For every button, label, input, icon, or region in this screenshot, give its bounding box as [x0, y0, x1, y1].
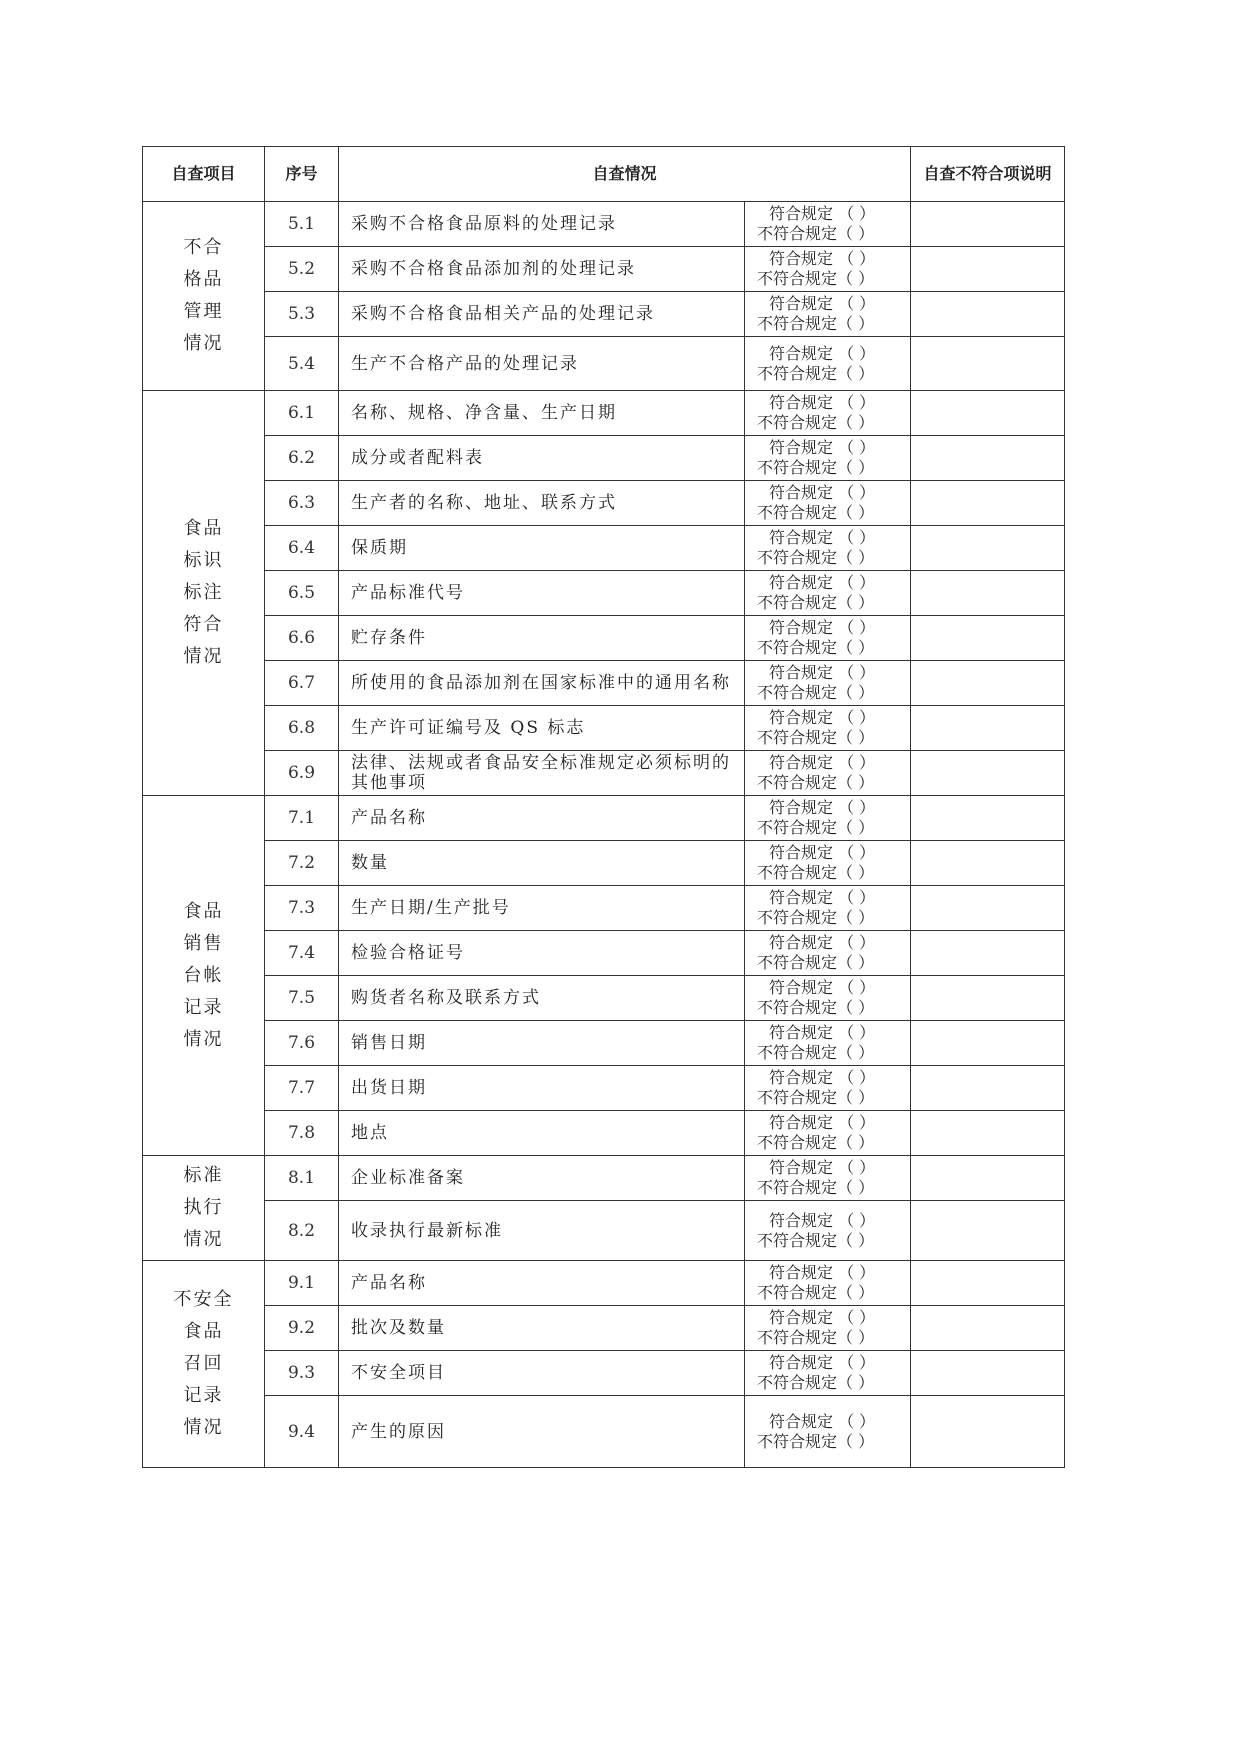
note-cell[interactable]	[911, 931, 1065, 976]
seq-cell: 6.8	[265, 706, 339, 751]
noncomply-option[interactable]: 不符合规定（ ）	[757, 1043, 875, 1062]
category-cell: 不安全 食品 召回 记录 情况	[143, 1261, 265, 1468]
note-cell[interactable]	[911, 751, 1065, 796]
judgement-cell[interactable]	[745, 481, 911, 526]
noncomply-option[interactable]: 不符合规定（ ）	[757, 683, 875, 702]
noncomply-option[interactable]: 不符合规定（ ）	[757, 953, 875, 972]
category-cell: 食品 销售 台帐 记录 情况	[143, 796, 265, 1156]
comply-option[interactable]: 符合规定 （ ）	[769, 249, 876, 268]
comply-option[interactable]: 符合规定 （ ）	[769, 1023, 876, 1042]
seq-cell: 6.7	[265, 661, 339, 706]
judgement-cell[interactable]	[745, 616, 911, 661]
comply-option[interactable]: 符合规定 （ ）	[769, 393, 876, 412]
situation-cell: 成分或者配料表	[339, 436, 745, 481]
noncomply-option[interactable]: 不符合规定（ ）	[757, 458, 875, 477]
judgement-cell[interactable]	[745, 976, 911, 1021]
noncomply-option[interactable]: 不符合规定（ ）	[757, 1431, 875, 1451]
note-cell[interactable]	[911, 1351, 1065, 1396]
table-header-row	[143, 147, 1065, 202]
note-cell[interactable]	[911, 1066, 1065, 1111]
situation-cell: 企业标准备案	[339, 1156, 745, 1201]
note-cell[interactable]	[911, 1306, 1065, 1351]
judgement-cell[interactable]	[745, 292, 911, 337]
judgement-cell[interactable]	[745, 1201, 911, 1261]
table-row	[143, 886, 1065, 931]
seq-cell: 7.5	[265, 976, 339, 1021]
note-cell[interactable]	[911, 436, 1065, 481]
table-row	[143, 751, 1065, 796]
table-row	[143, 616, 1065, 661]
seq-cell: 7.7	[265, 1066, 339, 1111]
judgement-cell[interactable]	[745, 1351, 911, 1396]
table-body	[143, 202, 1065, 1468]
noncomply-option[interactable]: 不符合规定（ ）	[757, 863, 875, 882]
situation-cell: 产品名称	[339, 796, 745, 841]
noncomply-option[interactable]: 不符合规定（ ）	[757, 363, 875, 383]
comply-option[interactable]: 符合规定 （ ）	[769, 888, 876, 907]
judgement-cell[interactable]	[745, 886, 911, 931]
seq-cell: 7.2	[265, 841, 339, 886]
comply-option[interactable]: 符合规定 （ ）	[769, 1113, 876, 1132]
comply-option[interactable]: 符合规定 （ ）	[769, 1210, 876, 1230]
seq-cell: 9.3	[265, 1351, 339, 1396]
comply-option[interactable]: 符合规定 （ ）	[769, 663, 876, 682]
seq-cell: 6.2	[265, 436, 339, 481]
table-row	[143, 526, 1065, 571]
judgement-cell[interactable]	[745, 247, 911, 292]
comply-option[interactable]: 符合规定 （ ）	[769, 1263, 876, 1282]
situation-cell: 所使用的食品添加剂在国家标准中的通用名称	[339, 661, 745, 706]
table-row	[143, 481, 1065, 526]
table-row	[143, 247, 1065, 292]
header-seq: 序号	[265, 147, 339, 202]
situation-cell: 产品名称	[339, 1261, 745, 1306]
noncomply-option[interactable]: 不符合规定（ ）	[757, 908, 875, 927]
noncomply-option[interactable]: 不符合规定（ ）	[757, 728, 875, 747]
note-cell[interactable]	[911, 292, 1065, 337]
situation-cell: 销售日期	[339, 1021, 745, 1066]
noncomply-option[interactable]: 不符合规定（ ）	[757, 1133, 875, 1152]
table-row	[143, 202, 1065, 247]
category-cell: 不合 格品 管理 情况	[143, 202, 265, 391]
seq-cell: 5.4	[265, 337, 339, 391]
judgement-cell[interactable]	[745, 526, 911, 571]
note-cell[interactable]	[911, 337, 1065, 391]
table-row	[143, 976, 1065, 1021]
judgement-cell[interactable]	[745, 436, 911, 481]
table-row	[143, 292, 1065, 337]
situation-cell: 生产日期/生产批号	[339, 886, 745, 931]
seq-cell: 7.6	[265, 1021, 339, 1066]
seq-cell: 7.4	[265, 931, 339, 976]
comply-option[interactable]: 符合规定 （ ）	[769, 294, 876, 313]
note-cell[interactable]	[911, 796, 1065, 841]
table-row	[143, 1156, 1065, 1201]
note-cell[interactable]	[911, 1021, 1065, 1066]
table-row	[143, 1396, 1065, 1468]
table-row	[143, 841, 1065, 886]
comply-option[interactable]: 符合规定 （ ）	[769, 343, 876, 363]
table-row	[143, 796, 1065, 841]
comply-option[interactable]: 符合规定 （ ）	[769, 483, 876, 502]
table-row	[143, 661, 1065, 706]
self-inspection-table	[142, 146, 1065, 1468]
situation-cell: 不安全项目	[339, 1351, 745, 1396]
situation-cell: 贮存条件	[339, 616, 745, 661]
situation-cell: 生产不合格产品的处理记录	[339, 337, 745, 391]
noncomply-option[interactable]: 不符合规定（ ）	[757, 593, 875, 612]
comply-option[interactable]: 符合规定 （ ）	[769, 1158, 876, 1177]
comply-option[interactable]: 符合规定 （ ）	[769, 618, 876, 637]
category-cell: 标准 执行 情况	[143, 1156, 265, 1261]
situation-cell: 出货日期	[339, 1066, 745, 1111]
note-cell[interactable]	[911, 706, 1065, 751]
comply-option[interactable]: 符合规定 （ ）	[769, 1411, 876, 1431]
table-row	[143, 1021, 1065, 1066]
judgement-cell[interactable]	[745, 1066, 911, 1111]
judgement-cell[interactable]	[745, 1111, 911, 1156]
seq-cell: 7.1	[265, 796, 339, 841]
comply-option[interactable]: 符合规定 （ ）	[769, 933, 876, 952]
seq-cell: 5.2	[265, 247, 339, 292]
judgement-cell[interactable]	[745, 841, 911, 886]
table-row	[143, 1306, 1065, 1351]
situation-cell: 保质期	[339, 526, 745, 571]
seq-cell: 8.2	[265, 1201, 339, 1261]
note-cell[interactable]	[911, 841, 1065, 886]
table-row	[143, 1351, 1065, 1396]
seq-cell: 6.4	[265, 526, 339, 571]
table-row	[143, 931, 1065, 976]
category-cell: 食品 标识 标注 符合 情况	[143, 391, 265, 796]
comply-option[interactable]: 符合规定 （ ）	[769, 573, 876, 592]
note-cell[interactable]	[911, 1396, 1065, 1468]
comply-option[interactable]: 符合规定 （ ）	[769, 204, 876, 223]
situation-cell: 生产者的名称、地址、联系方式	[339, 481, 745, 526]
situation-cell: 法律、法规或者食品安全标准规定必须标明的其他事项	[339, 751, 745, 796]
judgement-cell[interactable]	[745, 796, 911, 841]
seq-cell: 6.5	[265, 571, 339, 616]
note-cell[interactable]	[911, 391, 1065, 436]
seq-cell: 9.4	[265, 1396, 339, 1468]
situation-cell: 采购不合格食品相关产品的处理记录	[339, 292, 745, 337]
noncomply-option[interactable]: 不符合规定（ ）	[757, 1283, 875, 1302]
seq-cell: 7.3	[265, 886, 339, 931]
judgement-cell[interactable]	[745, 1156, 911, 1201]
note-cell[interactable]	[911, 976, 1065, 1021]
note-cell[interactable]	[911, 1261, 1065, 1306]
seq-cell: 5.1	[265, 202, 339, 247]
note-cell[interactable]	[911, 1156, 1065, 1201]
noncomply-option[interactable]: 不符合规定（ ）	[757, 818, 875, 837]
noncomply-option[interactable]: 不符合规定（ ）	[757, 1373, 875, 1392]
note-cell[interactable]	[911, 526, 1065, 571]
situation-cell: 采购不合格食品添加剂的处理记录	[339, 247, 745, 292]
comply-option[interactable]: 符合规定 （ ）	[769, 1308, 876, 1327]
note-cell[interactable]	[911, 661, 1065, 706]
seq-cell: 7.8	[265, 1111, 339, 1156]
situation-cell: 名称、规格、净含量、生产日期	[339, 391, 745, 436]
judgement-cell[interactable]	[745, 1396, 911, 1468]
seq-cell: 6.3	[265, 481, 339, 526]
situation-cell: 产生的原因	[339, 1396, 745, 1468]
seq-cell: 8.1	[265, 1156, 339, 1201]
note-cell[interactable]	[911, 616, 1065, 661]
comply-option[interactable]: 符合规定 （ ）	[769, 843, 876, 862]
note-cell[interactable]	[911, 571, 1065, 616]
note-cell[interactable]	[911, 247, 1065, 292]
comply-option[interactable]: 符合规定 （ ）	[769, 1068, 876, 1087]
header-note: 自查不符合项说明	[911, 147, 1065, 202]
noncomply-option[interactable]: 不符合规定（ ）	[757, 998, 875, 1017]
judgement-cell[interactable]	[745, 931, 911, 976]
comply-option[interactable]: 符合规定 （ ）	[769, 978, 876, 997]
situation-cell: 产品标准代号	[339, 571, 745, 616]
noncomply-option[interactable]: 不符合规定（ ）	[757, 1178, 875, 1197]
situation-cell: 检验合格证号	[339, 931, 745, 976]
note-cell[interactable]	[911, 1111, 1065, 1156]
noncomply-option[interactable]: 不符合规定（ ）	[757, 1088, 875, 1107]
situation-cell: 地点	[339, 1111, 745, 1156]
comply-option[interactable]: 符合规定 （ ）	[769, 798, 876, 817]
noncomply-option[interactable]: 不符合规定（ ）	[757, 638, 875, 657]
seq-cell: 6.1	[265, 391, 339, 436]
noncomply-option[interactable]: 不符合规定（ ）	[757, 314, 875, 333]
seq-cell: 6.6	[265, 616, 339, 661]
judgement-cell[interactable]	[745, 1261, 911, 1306]
judgement-cell[interactable]	[745, 571, 911, 616]
noncomply-option[interactable]: 不符合规定（ ）	[757, 1230, 875, 1250]
table-row	[143, 337, 1065, 391]
comply-option[interactable]: 符合规定 （ ）	[769, 753, 876, 772]
noncomply-option[interactable]: 不符合规定（ ）	[757, 224, 875, 243]
judgement-cell[interactable]	[745, 202, 911, 247]
comply-option[interactable]: 符合规定 （ ）	[769, 708, 876, 727]
note-cell[interactable]	[911, 202, 1065, 247]
comply-option[interactable]: 符合规定 （ ）	[769, 438, 876, 457]
header-category: 自查项目	[143, 147, 265, 202]
seq-cell: 6.9	[265, 751, 339, 796]
note-cell[interactable]	[911, 1201, 1065, 1261]
comply-option[interactable]: 符合规定 （ ）	[769, 528, 876, 547]
header-situation: 自查情况	[339, 147, 911, 202]
comply-option[interactable]: 符合规定 （ ）	[769, 1353, 876, 1372]
note-cell[interactable]	[911, 481, 1065, 526]
situation-cell: 批次及数量	[339, 1306, 745, 1351]
judgement-cell[interactable]	[745, 391, 911, 436]
judgement-cell[interactable]	[745, 751, 911, 796]
noncomply-option[interactable]: 不符合规定（ ）	[757, 773, 875, 792]
judgement-cell[interactable]	[745, 337, 911, 391]
situation-cell: 收录执行最新标准	[339, 1201, 745, 1261]
situation-cell: 采购不合格食品原料的处理记录	[339, 202, 745, 247]
table-row	[143, 436, 1065, 481]
judgement-cell[interactable]	[745, 706, 911, 751]
table-row	[143, 1261, 1065, 1306]
table-row	[143, 1201, 1065, 1261]
situation-cell: 生产许可证编号及 QS 标志	[339, 706, 745, 751]
table-row	[143, 1066, 1065, 1111]
noncomply-option[interactable]: 不符合规定（ ）	[757, 269, 875, 288]
situation-cell: 数量	[339, 841, 745, 886]
table-row	[143, 391, 1065, 436]
noncomply-option[interactable]: 不符合规定（ ）	[757, 1328, 875, 1347]
table-row	[143, 706, 1065, 751]
table-row	[143, 571, 1065, 616]
judgement-cell[interactable]	[745, 1021, 911, 1066]
situation-cell: 购货者名称及联系方式	[339, 976, 745, 1021]
noncomply-option[interactable]: 不符合规定（ ）	[757, 503, 875, 522]
judgement-cell[interactable]	[745, 1306, 911, 1351]
table-row	[143, 1111, 1065, 1156]
seq-cell: 9.1	[265, 1261, 339, 1306]
noncomply-option[interactable]: 不符合规定（ ）	[757, 548, 875, 567]
seq-cell: 5.3	[265, 292, 339, 337]
judgement-cell[interactable]	[745, 661, 911, 706]
seq-cell: 9.2	[265, 1306, 339, 1351]
note-cell[interactable]	[911, 886, 1065, 931]
noncomply-option[interactable]: 不符合规定（ ）	[757, 413, 875, 432]
